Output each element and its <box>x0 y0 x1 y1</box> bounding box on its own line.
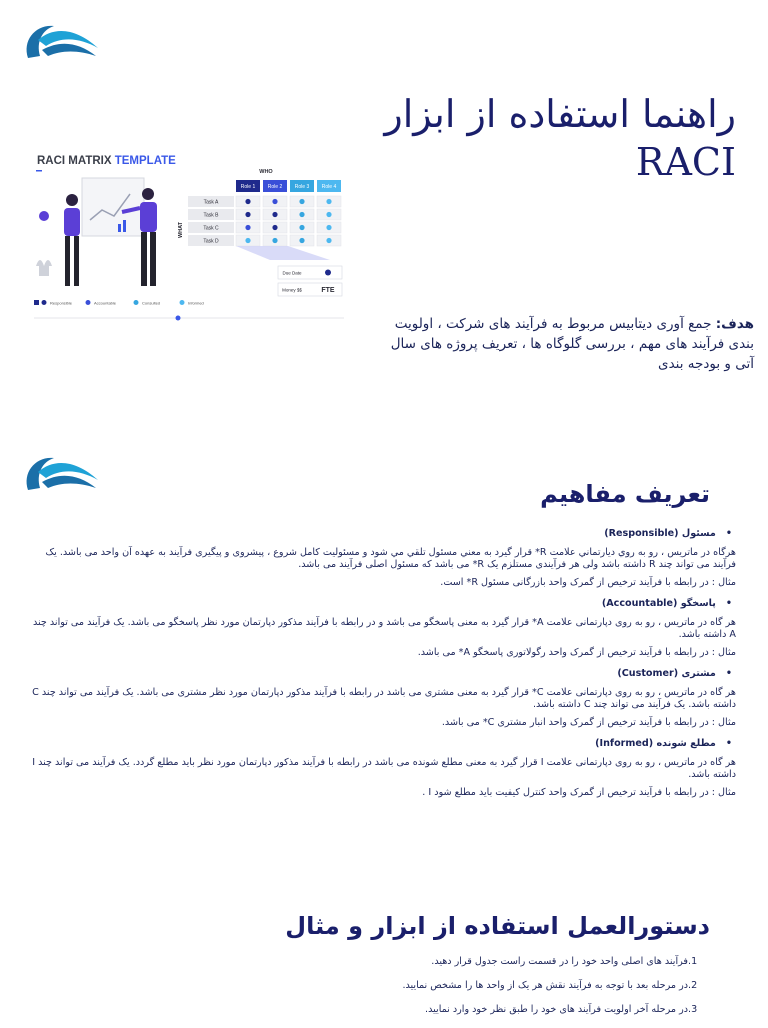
who-label: WHO <box>259 169 273 175</box>
concept-head: • پاسخگو (Accountable) <box>31 598 736 610</box>
concept-responsible <box>31 528 736 589</box>
legend-consulted: Consulted <box>142 300 161 306</box>
role-headers <box>236 180 341 192</box>
person-2-head <box>142 188 154 200</box>
company-logo <box>20 18 100 64</box>
person-1-body <box>64 208 80 236</box>
concept-head: • مشتری (Customer) <box>31 668 736 680</box>
title-line-2: RACI <box>635 140 736 184</box>
concept-example: مثال : در رابطه با فرآیند ترخیص از گمرک واحد بازرگانی مسئول R* است. <box>440 577 736 588</box>
legend-informed: Informed <box>188 300 204 306</box>
concept-head: • مسئول (Responsible) <box>31 528 736 540</box>
raci-matrix-illustration <box>30 150 350 330</box>
concept-head: • مطلع شونده (Informed) <box>31 738 736 750</box>
goal-text: جمع آوری دیتابیس مربوط به فرآیند های شرکت ، اولویت بندی فرآیند های مهم ، بررسی گلوگاه ها ، تعریف پروژه های سال آتی و بودجه بندی <box>390 316 754 372</box>
person-2-body <box>140 202 157 232</box>
raci-title-part1: RACI MATRIX <box>37 155 115 167</box>
task-b: Task B <box>203 212 219 219</box>
step-text: در مرحله آخر اولویت فرآیند های خود را طبق نظر خود وارد نمایید. <box>425 1004 688 1015</box>
concept-example: مثال : در رابطه با فرآیند ترخیص از گمرک واحد کنترل کیفیت باید مطلع شود I . <box>422 787 736 798</box>
what-label: WHAT <box>178 221 184 239</box>
concepts-list <box>31 528 736 808</box>
instruction-steps <box>190 956 710 1028</box>
step-item <box>190 1004 710 1016</box>
slide-title <box>316 90 736 186</box>
legend-accountable: Accountable <box>94 300 117 306</box>
step-number: 2. <box>688 980 698 991</box>
instructions-title: دستورالعمل استفاده از ابزار و مثال <box>285 912 710 940</box>
concept-desc: هر گاه در ماتریس ، رو به روی دپارتمانی علامت I قرار گیرد به معنی مطلع شونده می باشد در رابطه با فرآیند مذکور دپارتمان مورد نظر باید مطلع گردد. یک فرآیند می تواند چند I داشته باشد. <box>32 757 736 780</box>
raci-legend <box>34 300 204 306</box>
task-rows <box>188 196 234 246</box>
step-text: در مرحله بعد با توجه به فرآیند نقش هر یک از واحد ها را مشخص نمایید. <box>402 980 688 991</box>
fte-label: FTE <box>321 287 335 294</box>
role-4: Role 4 <box>321 184 337 190</box>
title-line-1: راهنما استفاده از ابزار <box>384 92 736 136</box>
task-a: Task A <box>203 199 219 206</box>
task-c: Task C <box>203 225 219 232</box>
role-3: Role 3 <box>294 184 310 190</box>
task-d: Task D <box>203 238 219 245</box>
legend-responsible: Responsible <box>50 300 73 306</box>
concept-desc: هر گاه در ماتریس ، رو به روی دپارتمانی علامت C* قرار گیرد به معنی مشتری می باشد در رابطه با فرآیند مذکور دپارتمان مورد نظر مشتری می باشد. یک فرآیند می تواند چند C داشته باشد. یک فرآیند می تواند چند C داشته باشد. <box>32 687 736 710</box>
due-date-label: Due Date <box>282 270 302 276</box>
company-logo-2 <box>20 450 100 496</box>
concepts-title: تعریف مفاهیم <box>540 480 710 508</box>
concept-customer <box>31 668 736 729</box>
role-2: Role 2 <box>267 184 283 190</box>
concept-example: مثال : در رابطه با فرآیند ترخیص از گمرک واحد انبار مشتری C* می باشد. <box>441 717 736 728</box>
step-number: 1. <box>688 956 698 967</box>
concept-example: مثال : در رابطه با فرآیند ترخیص از گمرک واحد رگولاتوری پاسخگو A* می باشد. <box>417 647 736 658</box>
money-label: Money $$ <box>282 287 302 293</box>
concept-desc: هرگاه در ماتریس ، رو به روي ديارتماني علامت R* قرار گيرد به معني مسئول تلقي مي شود و مسئوليت كامل شروع ، پيشروی و پيگيری فرآيند به عهده آن واحد می باشد. یک فرآیند می تواند چند R داشته باشد ولی هر فرآیندی مستلزم یک R* می باشد که مسئول اصلی فرآیند می باشد. <box>45 547 736 570</box>
role-1: Role 1 <box>240 184 256 190</box>
step-item <box>190 956 710 968</box>
step-number: 3. <box>688 1004 698 1015</box>
goal-paragraph <box>384 314 754 374</box>
step-text: فرآیند های اصلی واحد خود را در قسمت راست جدول قرار دهید. <box>431 956 688 967</box>
concept-desc: هر گاه در ماتریس ، رو به روی دپارتمانی علامت A* قرار گیرد به معنی پاسخگو می باشد و در رابطه با فرآیند مذکور دپارتمان مورد نظر پاسخگو می باشد. یک فرآیند می تواند چند A داشته باشد. <box>32 617 736 640</box>
raci-title-part2: TEMPLATE <box>114 155 176 167</box>
person-1-head <box>66 194 78 206</box>
step-item <box>190 980 710 992</box>
concept-accountable <box>31 598 736 659</box>
raci-grid <box>236 196 341 246</box>
concept-informed <box>31 738 736 799</box>
goal-label: هدف: <box>715 316 754 332</box>
